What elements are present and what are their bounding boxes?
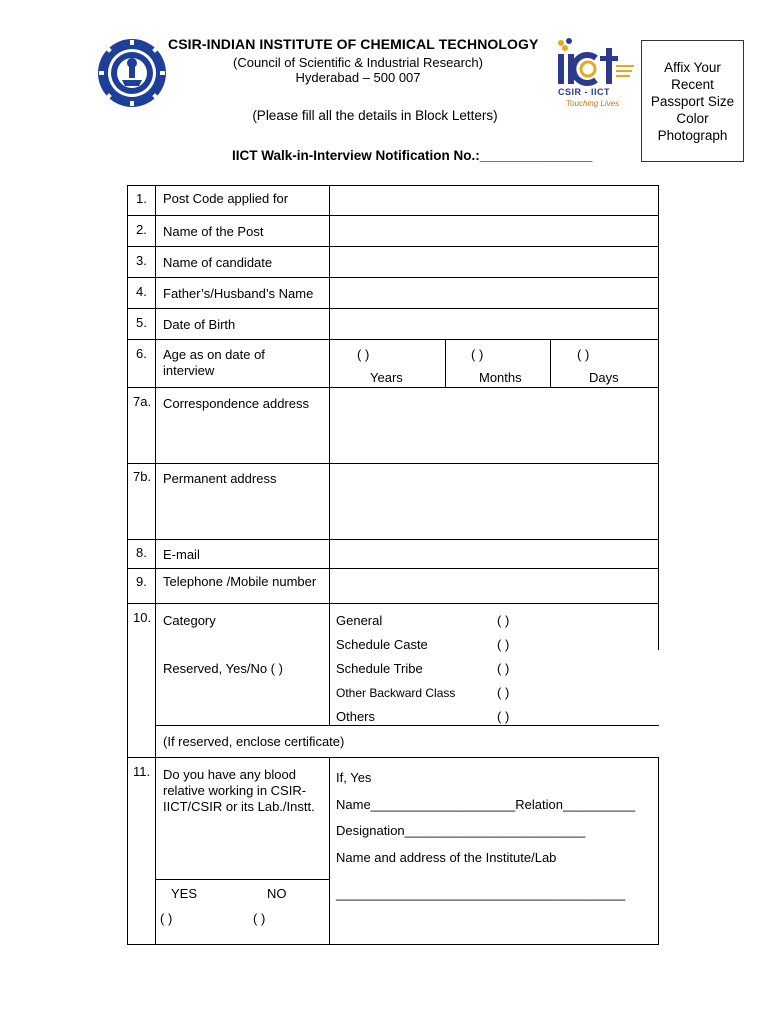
table-border [127,185,128,945]
row-number: 9. [136,574,147,589]
no-checkbox[interactable]: ( ) [253,911,266,926]
category-option: Other Backward Class [336,686,456,700]
row-divider [127,568,659,569]
no-label: NO [267,886,287,901]
row-divider [127,757,659,758]
instruction-text: (Please fill all the details in Block Letters) [252,108,498,123]
column-divider [329,185,330,725]
permanent-address-label: Permanent address [163,471,277,486]
row-divider [127,603,659,604]
candidate-name-input[interactable] [331,248,657,276]
relative-name-relation-field[interactable]: Name____________________Relation__________ [336,797,636,812]
photo-line: Affix Your [664,59,721,75]
post-code-input[interactable] [331,187,657,214]
age-label-cont: interview [163,363,215,378]
row-number: 6. [136,346,147,361]
age-months-input[interactable]: ( ) [471,347,484,362]
iict-tagline: Touching Lives [566,99,620,108]
blood-relative-question-cont: relative working in CSIR- [163,783,307,798]
table-border [658,758,659,945]
blood-relative-question-cont: IICT/CSIR or its Lab./Instt. [163,799,315,814]
telephone-input[interactable] [331,570,657,602]
age-label: Age as on date of [163,347,265,362]
notification-number-field[interactable]: IICT Walk-in-Interview Notification No.:_______________ [232,148,593,163]
if-yes-label: If, Yes [336,770,372,785]
category-general-check[interactable]: ( ) [497,613,510,628]
yes-checkbox[interactable]: ( ) [160,911,173,926]
candidate-name-label: Name of candidate [163,255,273,270]
email-label: E-mail [163,547,200,562]
category-option: Schedule Tribe [336,661,423,676]
father-husband-name-label: Father’s/Husband’s Name [163,286,314,301]
csir-logo [96,36,168,110]
column-divider [155,185,156,945]
father-husband-name-input[interactable] [331,279,657,307]
row-number: 10. [133,610,152,625]
row-divider [127,387,659,388]
iict-logo-text: CSIR - IICT [558,87,610,97]
reserved-yes-no-field[interactable]: Reserved, Yes/No ( ) [163,661,283,676]
column-divider [329,758,330,945]
council-line: (Council of Scientific & Industrial Research) [233,55,483,70]
designation-field[interactable]: Designation_________________________ [336,823,586,838]
category-sc-check[interactable]: ( ) [497,637,510,652]
category-label: Category [163,613,216,628]
telephone-label: Telephone /Mobile number [163,574,317,589]
post-code-label: Post Code applied for [163,191,289,206]
permanent-address-input[interactable] [331,465,657,538]
column-divider [550,340,551,387]
age-years-input[interactable]: ( ) [357,347,370,362]
column-divider [445,340,446,387]
category-others-check[interactable]: ( ) [497,709,510,724]
email-input[interactable] [331,541,657,567]
category-option: Others [336,709,376,724]
date-of-birth-label: Date of Birth [163,317,236,332]
institute-address-label: Name and address of the Institute/Lab [336,850,557,865]
row-number: 8. [136,545,147,560]
row-number: 2. [136,222,147,237]
city-line: Hyderabad – 500 007 [295,70,421,85]
blood-relative-question: Do you have any blood [163,767,296,782]
table-border [658,185,659,650]
council-subtitle [210,55,506,85]
table-border [127,944,659,945]
photo-box[interactable] [641,40,744,162]
institute-title: CSIR-INDIAN INSTITUTE OF CHEMICAL TECHNOLOGY [168,36,539,52]
row-divider [127,339,659,340]
row-number: 5. [136,315,147,330]
row-divider [155,879,330,880]
row-divider [155,725,659,726]
date-of-birth-input[interactable] [331,310,657,338]
category-st-check[interactable]: ( ) [497,661,510,676]
row-divider [127,215,659,216]
category-option: General [336,613,383,628]
photo-line: Color [676,110,709,126]
row-number: 11. [133,764,151,779]
row-number: 1. [136,191,147,206]
row-number: 3. [136,253,147,268]
years-label: Years [370,370,403,385]
row-divider [127,308,659,309]
age-days-input[interactable]: ( ) [577,347,590,362]
post-name-label: Name of the Post [163,224,264,239]
row-divider [127,539,659,540]
row-number: 7a. [133,394,152,409]
row-divider [127,246,659,247]
months-label: Months [479,370,522,385]
correspondence-address-input[interactable] [331,389,657,462]
row-number: 7b. [133,469,152,484]
row-divider [127,463,659,464]
photo-line: Passport Size [650,93,735,109]
row-divider [127,277,659,278]
category-option: Schedule Caste [336,637,428,652]
institute-address-field[interactable]: ________________________________________ [336,886,626,901]
days-label: Days [589,370,619,385]
reserved-note: (If reserved, enclose certificate) [163,734,345,749]
photo-line: Photograph [657,127,728,143]
application-form-table [127,185,659,945]
iict-logo [552,36,636,116]
category-obc-check[interactable]: ( ) [497,685,510,700]
table-border [127,185,659,186]
row-number: 4. [136,284,147,299]
yes-label: YES [171,886,198,901]
correspondence-address-label: Correspondence address [163,396,309,411]
photo-line: Recent [671,76,714,92]
post-name-input[interactable] [331,217,657,245]
